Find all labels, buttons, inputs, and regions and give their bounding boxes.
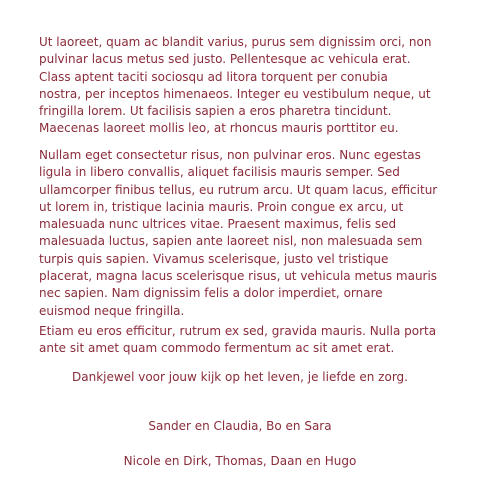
signature-line-2: Nicole en Dirk, Thomas, Daan en Hugo bbox=[123, 453, 357, 468]
signature-block bbox=[0, 401, 480, 487]
signature-line-1: Sander en Claudia, Bo en Sara bbox=[148, 419, 332, 434]
body-paragraph-3: Etiam eu eros efficitur, rutrum ex sed, gravida mauris. Nulla porta ante sit amet quam commodo fermentum ac sit amet erat. bbox=[39, 324, 437, 356]
body-paragraph-2: Nullam eget consectetur risus, non pulvinar eros. Nunc egestas ligula in libero convallis, aliquet facilisis mauris semper. Sed ullamcorper finibus tellus, eu rutrum arcu. Ut quam lacus, efficitur ut lorem in, tristique lacinia mauris. Proin congue ex arcu, ut malesuada nunc ultrices vitae. Praesent maximus, felis sed malesuada luctus, sapien ante laoreet nisl, non malesuada sem turpis quis sapien. Vivamus scelerisque, justo vel tristique placerat, magna lacus scelerisque risus, ut vehicula metus mauris nec sapien. Nam dignissim felis a dolor imperdiet, ornare euismod neque fringilla. bbox=[39, 148, 438, 318]
body-paragraph-1: Ut laoreet, quam ac blandit varius, purus sem dignissim orci, non pulvinar lacus metus sed justo. Pellentesque ac vehicula erat. Class aptent taciti sociosqu ad litora torquent per conubia nostra, per inceptos himenaeos. Integer eu vestibulum neque, ut fringilla lorem. Ut facilisis sapien a eros pharetra tincidunt. Maecenas laoreet mollis leo, at rhoncus mauris porttitor eu. bbox=[39, 35, 432, 136]
thank-you-line: Dankjewel voor jouw kijk op het leven, je liefde en zorg. bbox=[72, 370, 408, 384]
